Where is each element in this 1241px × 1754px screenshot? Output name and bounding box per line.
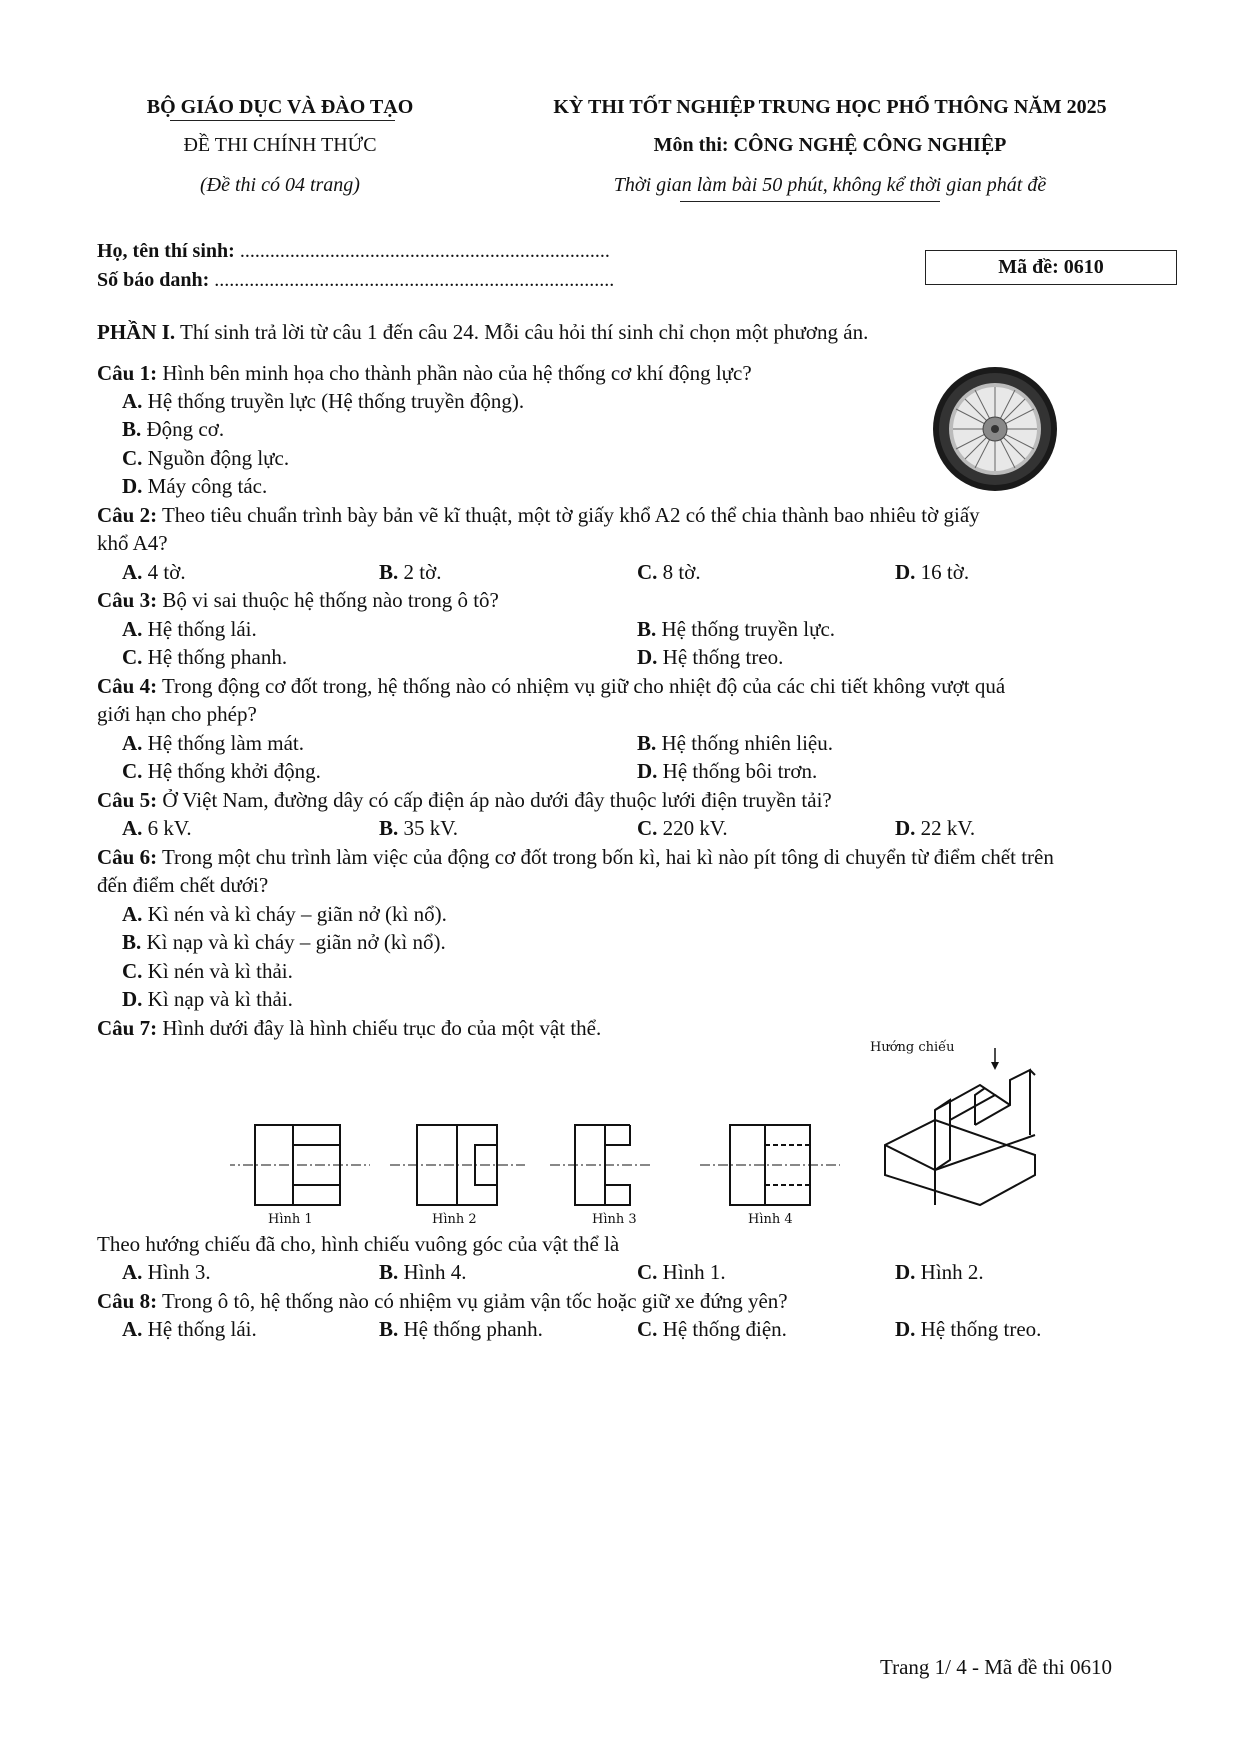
q5-option-b[interactable]: B. 35 kV. xyxy=(379,816,458,840)
figure-3-caption: Hình 3 xyxy=(592,1212,637,1227)
q2-option-c[interactable]: C. 8 tờ. xyxy=(637,560,701,584)
q1-option-b[interactable]: B. Động cơ. xyxy=(122,417,225,441)
figure-1-drawing xyxy=(230,1125,370,1205)
candidate-name-label: Họ, tên thí sinh: xyxy=(97,240,235,262)
q7-option-b[interactable]: B. Hình 4. xyxy=(379,1260,467,1284)
q4-option-c[interactable]: C. Hệ thống khởi động. xyxy=(122,759,321,783)
exam-code-box: Mã đề: 0610 xyxy=(925,250,1177,285)
question-2 xyxy=(97,503,980,528)
question-5 xyxy=(97,788,832,813)
q3-option-b[interactable]: B. Hệ thống truyền lực. xyxy=(637,617,836,641)
q3-option-d[interactable]: D. Hệ thống treo. xyxy=(637,645,784,669)
question-6-cont: đến điểm chết dưới? xyxy=(97,873,269,897)
q4-option-b[interactable]: B. Hệ thống nhiên liệu. xyxy=(637,731,833,755)
q4-option-d[interactable]: D. Hệ thống bôi trơn. xyxy=(637,759,818,783)
candidate-id-row xyxy=(97,269,614,292)
figure-2-drawing xyxy=(390,1125,525,1205)
question-text: Trong ô tô, hệ thống nào có nhiệm vụ giảm vận tốc hoặc giữ xe đứng yên? xyxy=(161,1289,788,1313)
q5-option-d[interactable]: D. 22 kV. xyxy=(895,816,976,840)
direction-label: Hướng chiếu xyxy=(870,1040,955,1055)
q3-option-a[interactable]: A. Hệ thống lái. xyxy=(122,617,257,641)
question-text: Trong một chu trình làm việc của động cơ đốt trong bốn kì, hai kì nào pít tông di chuyển từ điểm chết trên xyxy=(161,845,1054,869)
pages-note: (Đề thi có 04 trang) xyxy=(200,174,360,196)
question-text: Hình bên minh họa cho thành phần nào của hệ thống cơ khí động lực? xyxy=(162,361,752,385)
question-text: Bộ vi sai thuộc hệ thống nào trong ô tô? xyxy=(162,588,499,612)
q8-option-d[interactable]: D. Hệ thống treo. xyxy=(895,1317,1042,1341)
q8-option-c[interactable]: C. Hệ thống điện. xyxy=(637,1317,787,1341)
motorcycle-wheel-icon xyxy=(930,364,1060,494)
section-instruction xyxy=(97,320,868,345)
section-text: Thí sinh trả lời từ câu 1 đến câu 24. Mỗi câu hỏi thí sinh chỉ chọn một phương án. xyxy=(180,320,869,344)
q8-option-b[interactable]: B. Hệ thống phanh. xyxy=(379,1317,543,1341)
figure-4-caption: Hình 4 xyxy=(748,1212,793,1227)
q1-option-d[interactable]: D. Máy công tác. xyxy=(122,474,268,498)
q5-option-c[interactable]: C. 220 kV. xyxy=(637,816,728,840)
candidate-id-dots: ................................................................................ xyxy=(214,269,615,291)
question-text: Theo tiêu chuẩn trình bày bản vẽ kĩ thuật, một tờ giấy khổ A2 có thể chia thành bao nhiêu tờ giấy xyxy=(161,503,980,527)
question-text: Hình dưới đây là hình chiếu trục đo của một vật thể. xyxy=(162,1016,602,1040)
question-text: Ở Việt Nam, đường dây có cấp điện áp nào dưới đây thuộc lưới điện truyền tải? xyxy=(162,788,832,812)
ministry-name: BỘ GIÁO DỤC VÀ ĐÀO TẠO xyxy=(146,96,414,118)
q1-option-c[interactable]: C. Nguồn động lực. xyxy=(122,446,290,470)
subject: Môn thi: CÔNG NGHỆ CÔNG NGHIỆP xyxy=(653,134,1007,156)
question-3 xyxy=(97,588,499,613)
q6-option-c[interactable]: C. Kì nén và kì thải. xyxy=(122,959,293,983)
question-6 xyxy=(97,845,1054,870)
question-2-cont: khổ A4? xyxy=(97,531,168,555)
q4-option-a[interactable]: A. Hệ thống làm mát. xyxy=(122,731,304,755)
q6-option-d[interactable]: D. Kì nạp và kì thải. xyxy=(122,987,293,1011)
question-label: Câu 1: xyxy=(97,361,158,385)
exam-title: KỲ THI TỐT NGHIỆP TRUNG HỌC PHỔ THÔNG NĂM 2025 xyxy=(553,96,1107,118)
section-title: PHẦN I. xyxy=(97,320,176,344)
question-4 xyxy=(97,674,1005,699)
isometric-object-drawing xyxy=(885,1070,1035,1205)
figure-1-caption: Hình 1 xyxy=(268,1212,313,1227)
q5-option-a[interactable]: A. 6 kV. xyxy=(122,816,192,840)
question-label: Câu 5: xyxy=(97,788,158,812)
question-7 xyxy=(97,1016,601,1041)
q7-option-d[interactable]: D. Hình 2. xyxy=(895,1260,984,1284)
question-8 xyxy=(97,1289,788,1314)
question-label: Câu 2: xyxy=(97,503,158,527)
q2-option-d[interactable]: D. 16 tờ. xyxy=(895,560,970,584)
candidate-name-dots: .......................................................................... xyxy=(239,240,610,262)
q7-option-a[interactable]: A. Hình 3. xyxy=(122,1260,211,1284)
time-underline xyxy=(680,201,940,202)
page-footer: Trang 1/ 4 - Mã đề thi 0610 xyxy=(880,1655,1112,1679)
question-label: Câu 6: xyxy=(97,845,158,869)
q2-option-b[interactable]: B. 2 tờ. xyxy=(379,560,442,584)
q6-option-b[interactable]: B. Kì nạp và kì cháy – giãn nở (kì nổ). xyxy=(122,930,446,954)
question-7-cont: Theo hướng chiếu đã cho, hình chiếu vuông góc của vật thể là xyxy=(97,1232,620,1256)
question-label: Câu 7: xyxy=(97,1016,158,1040)
question-label: Câu 3: xyxy=(97,588,158,612)
question-1 xyxy=(97,361,752,386)
official-label: ĐỀ THI CHÍNH THỨC xyxy=(183,134,377,156)
candidate-id-label: Số báo danh: xyxy=(97,269,210,291)
q1-option-a[interactable]: A. Hệ thống truyền lực (Hệ thống truyền động). xyxy=(122,389,525,413)
q6-option-a[interactable]: A. Kì nén và kì cháy – giãn nở (kì nổ). xyxy=(122,902,447,926)
figure-2-caption: Hình 2 xyxy=(432,1212,477,1227)
question-text: Trong động cơ đốt trong, hệ thống nào có nhiệm vụ giữ cho nhiệt độ của các chi tiết không vượt quá xyxy=(161,674,1006,698)
question-4-cont: giới hạn cho phép? xyxy=(97,702,257,726)
question-label: Câu 4: xyxy=(97,674,158,698)
candidate-name-row xyxy=(97,240,610,263)
q8-option-a[interactable]: A. Hệ thống lái. xyxy=(122,1317,257,1341)
projection-figures xyxy=(230,1040,1100,1230)
q2-option-a[interactable]: A. 4 tờ. xyxy=(122,560,186,584)
time-note: Thời gian làm bài 50 phút, không kể thời gian phát đề xyxy=(613,174,1047,196)
question-label: Câu 8: xyxy=(97,1289,158,1313)
ministry-underline xyxy=(170,120,395,121)
figure-4-drawing xyxy=(700,1125,840,1205)
q3-option-c[interactable]: C. Hệ thống phanh. xyxy=(122,645,288,669)
figure-3-drawing xyxy=(550,1125,650,1205)
q7-option-c[interactable]: C. Hình 1. xyxy=(637,1260,726,1284)
